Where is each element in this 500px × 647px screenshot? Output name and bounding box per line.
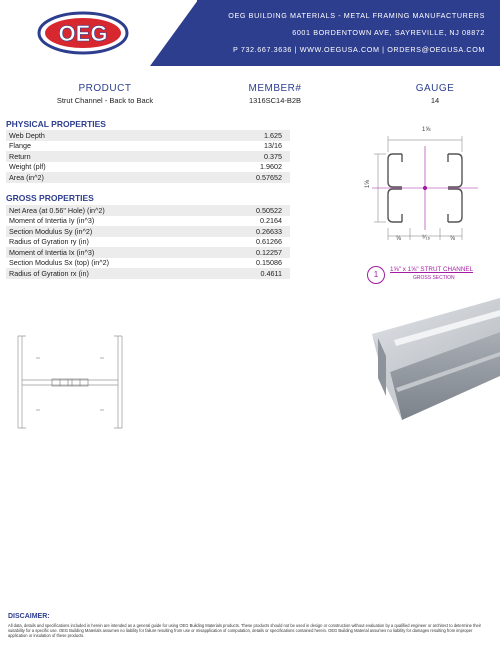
- property-value: 13/16: [264, 141, 282, 151]
- dimension-top: 1⅝: [422, 127, 431, 133]
- elevation-drawing: [10, 328, 130, 440]
- product-value: Strut Channel - Back to Back: [56, 96, 154, 105]
- company-address: 6001 BORDENTOWN AVE, SAYREVILLE, NJ 08872: [292, 28, 485, 37]
- gauge-value: 14: [430, 96, 440, 105]
- gauge-label: GAUGE: [415, 83, 455, 94]
- property-value: 0.61266: [256, 237, 282, 247]
- page-header: [0, 0, 500, 66]
- property-label: Moment of Intertia Iy (in^3): [9, 216, 95, 226]
- table-row: [6, 258, 290, 269]
- property-value: 0.375: [158, 151, 290, 162]
- property-value: 0.2164: [260, 216, 282, 226]
- property-label: Return: [6, 151, 158, 162]
- property-label: Area (in^2): [6, 172, 158, 183]
- property-label: Web Depth: [6, 130, 158, 141]
- logo-text: OEG: [58, 21, 108, 46]
- table-row: [6, 172, 290, 183]
- property-value: 0.4611: [217, 268, 290, 279]
- dimension-bottom-right: ⅝: [450, 236, 456, 242]
- table-row: [6, 226, 290, 237]
- property-label: Weight (plf): [9, 162, 46, 172]
- product-label: PRODUCT: [78, 83, 132, 94]
- company-line: OEG BUILDING MATERIALS - METAL FRAMING MANUFACTURERS: [228, 11, 485, 20]
- property-value: 0.15086: [256, 258, 282, 268]
- property-value: 0.50522: [217, 205, 290, 216]
- property-value: 0.57652: [158, 172, 290, 183]
- disclaimer-title: DISCAIMER:: [8, 613, 50, 620]
- property-label: Radius of Gyration ry (in): [9, 237, 89, 247]
- property-value: 1.625: [158, 130, 290, 141]
- callout-subtitle: GROSS SECTION: [413, 275, 455, 281]
- gross-properties-table: [6, 205, 290, 279]
- member-label: MEMBER#: [248, 83, 302, 94]
- dimension-side: 1⅝: [365, 179, 372, 189]
- callout-title: 1⅝" x 1⅝" STRUT CHANNEL: [390, 266, 474, 273]
- table-row: [6, 268, 290, 279]
- property-label: Radius of Gyration rx (in): [6, 268, 217, 279]
- product-block: [20, 83, 190, 105]
- table-row: [6, 205, 290, 216]
- callout-number: 1: [367, 266, 385, 284]
- header-band-wedge: [150, 0, 198, 66]
- property-label: Section Modulus Sy (in^2): [6, 226, 217, 237]
- property-label: Moment of Intertia Ix (in^3): [6, 247, 217, 258]
- table-row: [6, 141, 290, 152]
- physical-properties-title: PHYSICAL PROPERTIES: [6, 119, 106, 129]
- property-label: Net Area (at 0.56" Hole) (in^2): [6, 205, 217, 216]
- dimension-bottom-mid: ⁹⁄₁₆: [422, 235, 431, 241]
- table-row: [6, 162, 290, 173]
- table-row: [6, 216, 290, 227]
- company-contact: P 732.667.3636 | WWW.OEGUSA.COM | ORDERS@OEGUSA.COM: [233, 45, 485, 54]
- gross-properties-title: GROSS PROPERTIES: [6, 193, 94, 203]
- disclaimer-text: All data, details and specifications included in herein are intended as a general guide for using OEG Building Materials products. These products should not be used in design or construction without evaluation by a qualified engineer or architect to determine their suitability for a specific use. OEG Building Materials assumes no liability for failure resulting from use or misapplication of computation, details or specifications contained herein. OEG Building Material assumes no liability for damages resulting from improper application or insulation of these products.: [8, 623, 482, 639]
- property-label: Flange: [9, 141, 31, 151]
- dimension-bottom-left: ⅝: [396, 236, 402, 242]
- physical-properties-table: [6, 130, 290, 183]
- property-value: 0.12257: [217, 247, 290, 258]
- property-value: 1.9602: [260, 162, 282, 172]
- property-label: Section Modulus Sx (top) (in^2): [9, 258, 110, 268]
- oeg-logo: [35, 10, 131, 56]
- table-row: [6, 151, 290, 162]
- member-block: [225, 83, 325, 105]
- table-row: [6, 237, 290, 248]
- gauge-block: [395, 83, 475, 105]
- member-value: 1316SC14-B2B: [248, 96, 302, 105]
- table-row: [6, 247, 290, 258]
- product-image: [350, 296, 500, 436]
- property-value: 0.26633: [217, 226, 290, 237]
- table-row: [6, 130, 290, 141]
